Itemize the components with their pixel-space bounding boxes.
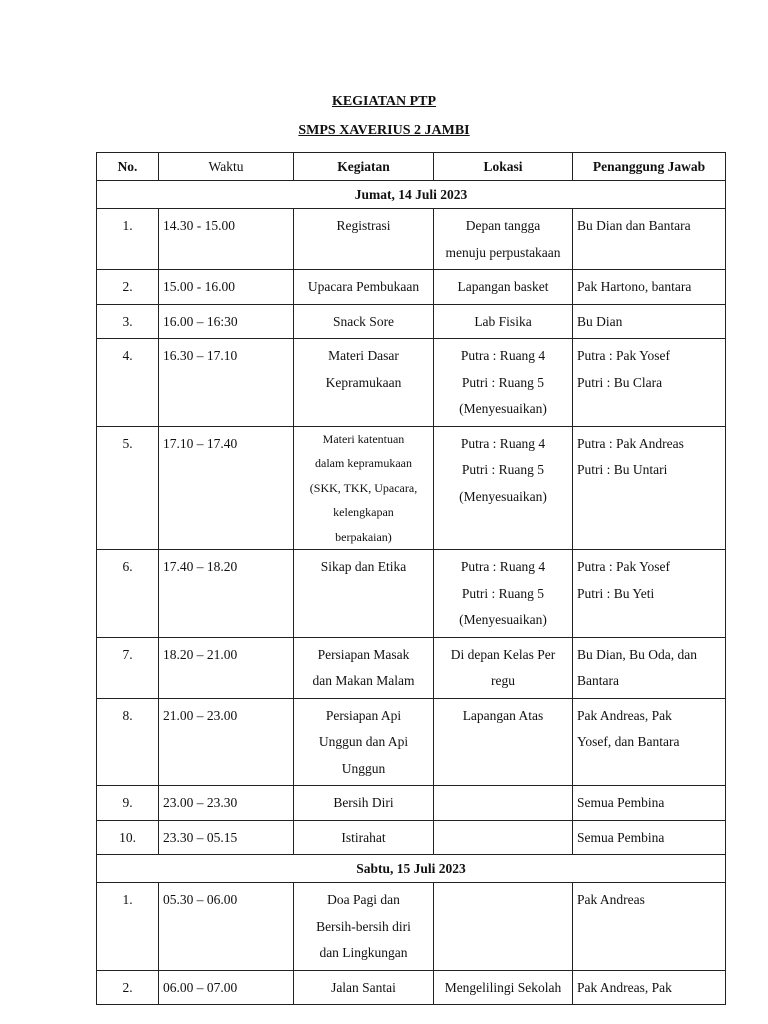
cell-penanggung-jawab <box>573 786 726 821</box>
table-row <box>97 270 726 305</box>
header-penanggung-jawab: Penanggung Jawab <box>573 153 726 181</box>
cell-penanggung-jawab <box>573 270 726 305</box>
cell-kegiatan <box>294 426 434 550</box>
cell-lokasi <box>434 339 573 427</box>
cell-line: Putra : Pak Andreas <box>577 435 684 451</box>
cell-line: Unggun <box>341 760 386 776</box>
cell-waktu: 23.30 – 05.15 <box>159 820 294 855</box>
cell-line: Putri : Ruang 5 <box>461 374 545 390</box>
cell-no: 3. <box>97 304 159 339</box>
day-header-row <box>97 855 726 883</box>
cell-no: 2. <box>97 270 159 305</box>
cell-line: Putra : Pak Yosef <box>577 348 671 363</box>
cell-waktu: 16.00 – 16:30 <box>159 304 294 339</box>
cell-line: regu <box>491 673 515 688</box>
table-header-row <box>97 153 726 181</box>
cell-penanggung-jawab <box>573 304 726 339</box>
cell-line: Bu Dian <box>577 313 623 329</box>
cell-line: Lapangan basket <box>457 279 549 294</box>
cell-line: Persiapan Api <box>325 707 402 723</box>
cell-penanggung-jawab <box>573 550 726 638</box>
cell-lokasi <box>434 304 573 339</box>
header-kegiatan: Kegiatan <box>294 153 434 181</box>
cell-line: Yosef, dan Bantara <box>577 734 680 749</box>
cell-line: Lab Fisika <box>474 313 532 329</box>
cell-penanggung-jawab <box>573 820 726 855</box>
cell-waktu: 15.00 - 16.00 <box>159 270 294 305</box>
table-row <box>97 304 726 339</box>
cell-waktu: 23.00 – 23.30 <box>159 786 294 821</box>
cell-kegiatan <box>294 970 434 1005</box>
cell-lokasi <box>434 970 573 1005</box>
cell-line: Putra : Pak Yosef <box>577 559 671 574</box>
day-label: Jumat, 14 Juli 2023 <box>97 181 726 209</box>
cell-waktu: 14.30 - 15.00 <box>159 209 294 270</box>
cell-line: Bu Dian, Bu Oda, dan <box>577 646 697 662</box>
cell-penanggung-jawab <box>573 698 726 786</box>
cell-waktu: 16.30 – 17.10 <box>159 339 294 427</box>
table-row <box>97 339 726 427</box>
cell-line: dan Makan Malam <box>312 673 415 688</box>
cell-line: (Menyesuaikan) <box>459 612 547 627</box>
table-row <box>97 820 726 855</box>
table-row <box>97 883 726 971</box>
cell-no: 4. <box>97 339 159 427</box>
cell-kegiatan <box>294 550 434 638</box>
cell-line: Putra : Ruang 4 <box>460 435 546 451</box>
table-row <box>97 786 726 821</box>
cell-penanggung-jawab <box>573 339 726 427</box>
cell-line: Snack Sore <box>332 313 395 329</box>
cell-line: Bersih-bersih diri <box>316 918 411 934</box>
cell-kegiatan <box>294 209 434 270</box>
cell-no: 10. <box>97 820 159 855</box>
cell-no: 5. <box>97 426 159 550</box>
cell-kegiatan <box>294 339 434 427</box>
table-row <box>97 698 726 786</box>
cell-waktu: 17.40 – 18.20 <box>159 550 294 638</box>
cell-no: 1. <box>97 883 159 971</box>
cell-line: Putri : Bu Untari <box>577 462 668 477</box>
cell-penanggung-jawab <box>573 970 726 1005</box>
schedule-table <box>96 152 726 1005</box>
cell-line: Bersih Diri <box>333 795 394 810</box>
cell-penanggung-jawab <box>573 209 726 270</box>
cell-line: Putra : Ruang 4 <box>460 348 546 363</box>
cell-kegiatan <box>294 820 434 855</box>
cell-line: Registrasi <box>336 218 391 233</box>
cell-line: Doa Pagi dan <box>327 892 400 907</box>
table-row <box>97 209 726 270</box>
cell-kegiatan <box>294 883 434 971</box>
cell-line: Depan tangga <box>465 218 541 233</box>
cell-line: Semua Pembina <box>577 795 665 810</box>
cell-line: Upacara Pembukaan <box>307 279 420 294</box>
cell-line: Semua Pembina <box>577 829 665 845</box>
cell-line: Materi Dasar <box>328 348 399 363</box>
cell-lokasi <box>434 883 573 971</box>
cell-kegiatan <box>294 270 434 305</box>
cell-no: 7. <box>97 637 159 698</box>
cell-line: Bantara <box>577 673 619 688</box>
cell-line: Pak Andreas, Pak <box>577 707 672 723</box>
cell-lokasi <box>434 698 573 786</box>
cell-line: Di depan Kelas Per <box>450 646 556 662</box>
cell-line: (SKK, TKK, Upacara, <box>309 480 418 495</box>
table-row <box>97 637 726 698</box>
cell-waktu: 21.00 – 23.00 <box>159 698 294 786</box>
header-lokasi: Lokasi <box>434 153 573 181</box>
cell-line: Pak Hartono, bantara <box>577 279 692 294</box>
cell-kegiatan <box>294 786 434 821</box>
cell-line: Materi katentuan <box>322 431 405 446</box>
table-row <box>97 970 726 1005</box>
cell-line: Jalan Santai <box>331 979 396 995</box>
page-subtitle: SMPS XAVERIUS 2 JAMBI <box>298 123 470 138</box>
cell-no: 9. <box>97 786 159 821</box>
cell-line: Unggun dan Api <box>318 734 409 749</box>
cell-line: (Menyesuaikan) <box>459 488 547 504</box>
cell-waktu: 17.10 – 17.40 <box>159 426 294 550</box>
cell-line: kelengkapan <box>333 505 394 519</box>
cell-line: Sikap dan Etika <box>320 559 407 574</box>
day-label: Sabtu, 15 Juli 2023 <box>97 855 726 883</box>
cell-line: berpakaian) <box>335 529 392 544</box>
cell-kegiatan <box>294 637 434 698</box>
cell-no: 8. <box>97 698 159 786</box>
cell-waktu: 06.00 – 07.00 <box>159 970 294 1005</box>
cell-kegiatan <box>294 304 434 339</box>
cell-lokasi <box>434 209 573 270</box>
cell-line: Putra : Ruang 4 <box>460 559 546 574</box>
header-waktu: Waktu <box>159 153 294 181</box>
cell-waktu: 18.20 – 21.00 <box>159 637 294 698</box>
cell-line: Putri : Bu Yeti <box>577 585 655 601</box>
cell-no: 6. <box>97 550 159 638</box>
cell-line: dan Lingkungan <box>319 945 408 960</box>
cell-line: Lapangan Atas <box>462 707 544 723</box>
table-row <box>97 426 726 550</box>
cell-no: 2. <box>97 970 159 1005</box>
cell-line: Kepramukaan <box>325 374 402 390</box>
cell-line: Persiapan Masak <box>317 646 410 662</box>
day-header-row <box>97 181 726 209</box>
cell-line: Istirahat <box>341 829 386 845</box>
cell-line: Mengelilingi Sekolah <box>444 979 562 995</box>
cell-penanggung-jawab <box>573 883 726 971</box>
cell-lokasi <box>434 820 573 855</box>
cell-lokasi <box>434 426 573 550</box>
cell-no: 1. <box>97 209 159 270</box>
cell-line: dalam kepramukaan <box>315 456 412 470</box>
cell-lokasi <box>434 786 573 821</box>
cell-line: Pak Andreas <box>577 892 645 907</box>
table-row <box>97 550 726 638</box>
cell-lokasi <box>434 637 573 698</box>
cell-line: menuju perpustakaan <box>445 244 561 260</box>
cell-lokasi <box>434 270 573 305</box>
table-body <box>97 181 726 1005</box>
cell-line: Putri : Bu Clara <box>577 374 663 390</box>
cell-lokasi <box>434 550 573 638</box>
page-title: KEGIATAN PTP <box>331 94 437 109</box>
cell-kegiatan <box>294 698 434 786</box>
cell-penanggung-jawab <box>573 637 726 698</box>
cell-waktu: 05.30 – 06.00 <box>159 883 294 971</box>
cell-line: Bu Dian dan Bantara <box>577 218 691 233</box>
header-no: No. <box>97 153 159 181</box>
cell-line: Putri : Ruang 5 <box>461 462 545 477</box>
cell-line: (Menyesuaikan) <box>459 401 547 416</box>
cell-penanggung-jawab <box>573 426 726 550</box>
cell-line: Putri : Ruang 5 <box>461 585 545 601</box>
cell-line: Pak Andreas, Pak <box>577 979 672 995</box>
